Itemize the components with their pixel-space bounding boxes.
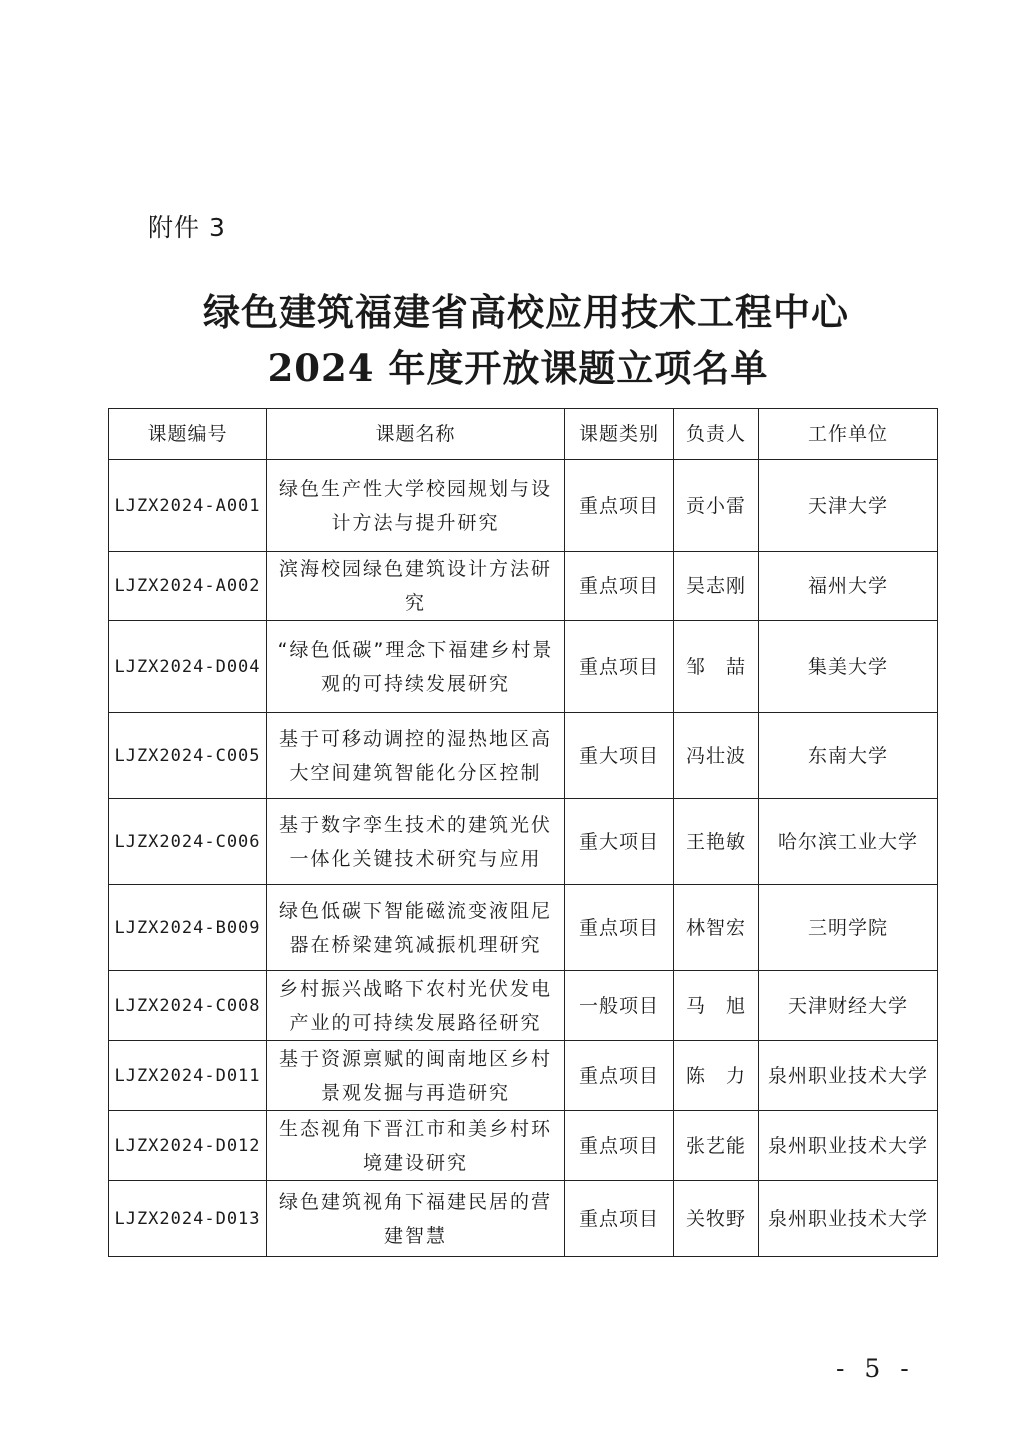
- header-name: 课题名称: [267, 409, 565, 460]
- project-name: 基于可移动调控的湿热地区高大空间建筑智能化分区控制: [267, 713, 565, 799]
- project-code: LJZX2024-D013: [109, 1181, 267, 1257]
- project-unit: 泉州职业技术大学: [759, 1111, 938, 1181]
- project-name: “绿色低碳”理念下福建乡村景观的可持续发展研究: [267, 621, 565, 713]
- project-name: 生态视角下晋江市和美乡村环境建设研究: [267, 1111, 565, 1181]
- project-category: 重大项目: [565, 713, 674, 799]
- project-unit: 集美大学: [759, 621, 938, 713]
- project-lead: 陈 力: [674, 1041, 759, 1111]
- project-code: LJZX2024-B009: [109, 885, 267, 971]
- project-name: 基于资源禀赋的闽南地区乡村景观发掘与再造研究: [267, 1041, 565, 1111]
- project-lead: 关牧野: [674, 1181, 759, 1257]
- project-lead: 吴志刚: [674, 552, 759, 621]
- table-row: [109, 552, 938, 621]
- project-lead: 张艺能: [674, 1111, 759, 1181]
- project-unit: 福州大学: [759, 552, 938, 621]
- project-unit: 哈尔滨工业大学: [759, 799, 938, 885]
- project-unit: 东南大学: [759, 713, 938, 799]
- project-name: 绿色低碳下智能磁流变液阻尼器在桥梁建筑减振机理研究: [267, 885, 565, 971]
- project-category: 重点项目: [565, 1181, 674, 1257]
- project-category: 重点项目: [565, 1041, 674, 1111]
- project-unit: 泉州职业技术大学: [759, 1041, 938, 1111]
- project-list-table: [108, 408, 938, 1257]
- table-row: [109, 799, 938, 885]
- header-code: 课题编号: [109, 409, 267, 460]
- table-row: [109, 885, 938, 971]
- project-code: LJZX2024-C008: [109, 971, 267, 1041]
- project-name: 基于数字孪生技术的建筑光伏一体化关键技术研究与应用: [267, 799, 565, 885]
- project-category: 重点项目: [565, 460, 674, 552]
- header-unit: 工作单位: [759, 409, 938, 460]
- project-lead: 林智宏: [674, 885, 759, 971]
- table-row: [109, 713, 938, 799]
- project-lead: 贡小雷: [674, 460, 759, 552]
- table-row: [109, 971, 938, 1041]
- project-name: 绿色生产性大学校园规划与设计方法与提升研究: [267, 460, 565, 552]
- table-header-row: [109, 409, 938, 460]
- project-category: 重点项目: [565, 552, 674, 621]
- project-lead: 马 旭: [674, 971, 759, 1041]
- header-lead: 负责人: [674, 409, 759, 460]
- attachment-label: 附件 3: [148, 213, 226, 242]
- table-row: [109, 1181, 938, 1257]
- project-name: 乡村振兴战略下农村光伏发电产业的可持续发展路径研究: [267, 971, 565, 1041]
- project-code: LJZX2024-D004: [109, 621, 267, 713]
- document-title-line1: 绿色建筑福建省高校应用技术工程中心: [203, 290, 849, 334]
- table-row: [109, 460, 938, 552]
- project-category: 重点项目: [565, 885, 674, 971]
- project-category: 一般项目: [565, 971, 674, 1041]
- project-category: 重点项目: [565, 621, 674, 713]
- project-category: 重点项目: [565, 1111, 674, 1181]
- table-row: [109, 1041, 938, 1111]
- header-category: 课题类别: [565, 409, 674, 460]
- table-row: [109, 1111, 938, 1181]
- project-lead: 王艳敏: [674, 799, 759, 885]
- project-category: 重大项目: [565, 799, 674, 885]
- project-unit: 三明学院: [759, 885, 938, 971]
- table-row: [109, 621, 938, 713]
- document-title-line2: 2024 年度开放课题立项名单: [267, 346, 769, 390]
- project-unit: 泉州职业技术大学: [759, 1181, 938, 1257]
- project-name: 滨海校园绿色建筑设计方法研究: [267, 552, 565, 621]
- project-unit: 天津大学: [759, 460, 938, 552]
- project-lead: 邹 喆: [674, 621, 759, 713]
- project-unit: 天津财经大学: [759, 971, 938, 1041]
- project-lead: 冯壮波: [674, 713, 759, 799]
- project-code: LJZX2024-D011: [109, 1041, 267, 1111]
- project-code: LJZX2024-D012: [109, 1111, 267, 1181]
- page-number: - 5 -: [836, 1354, 915, 1383]
- project-code: LJZX2024-A001: [109, 460, 267, 552]
- project-name: 绿色建筑视角下福建民居的营建智慧: [267, 1181, 565, 1257]
- project-code: LJZX2024-C005: [109, 713, 267, 799]
- project-code: LJZX2024-A002: [109, 552, 267, 621]
- project-code: LJZX2024-C006: [109, 799, 267, 885]
